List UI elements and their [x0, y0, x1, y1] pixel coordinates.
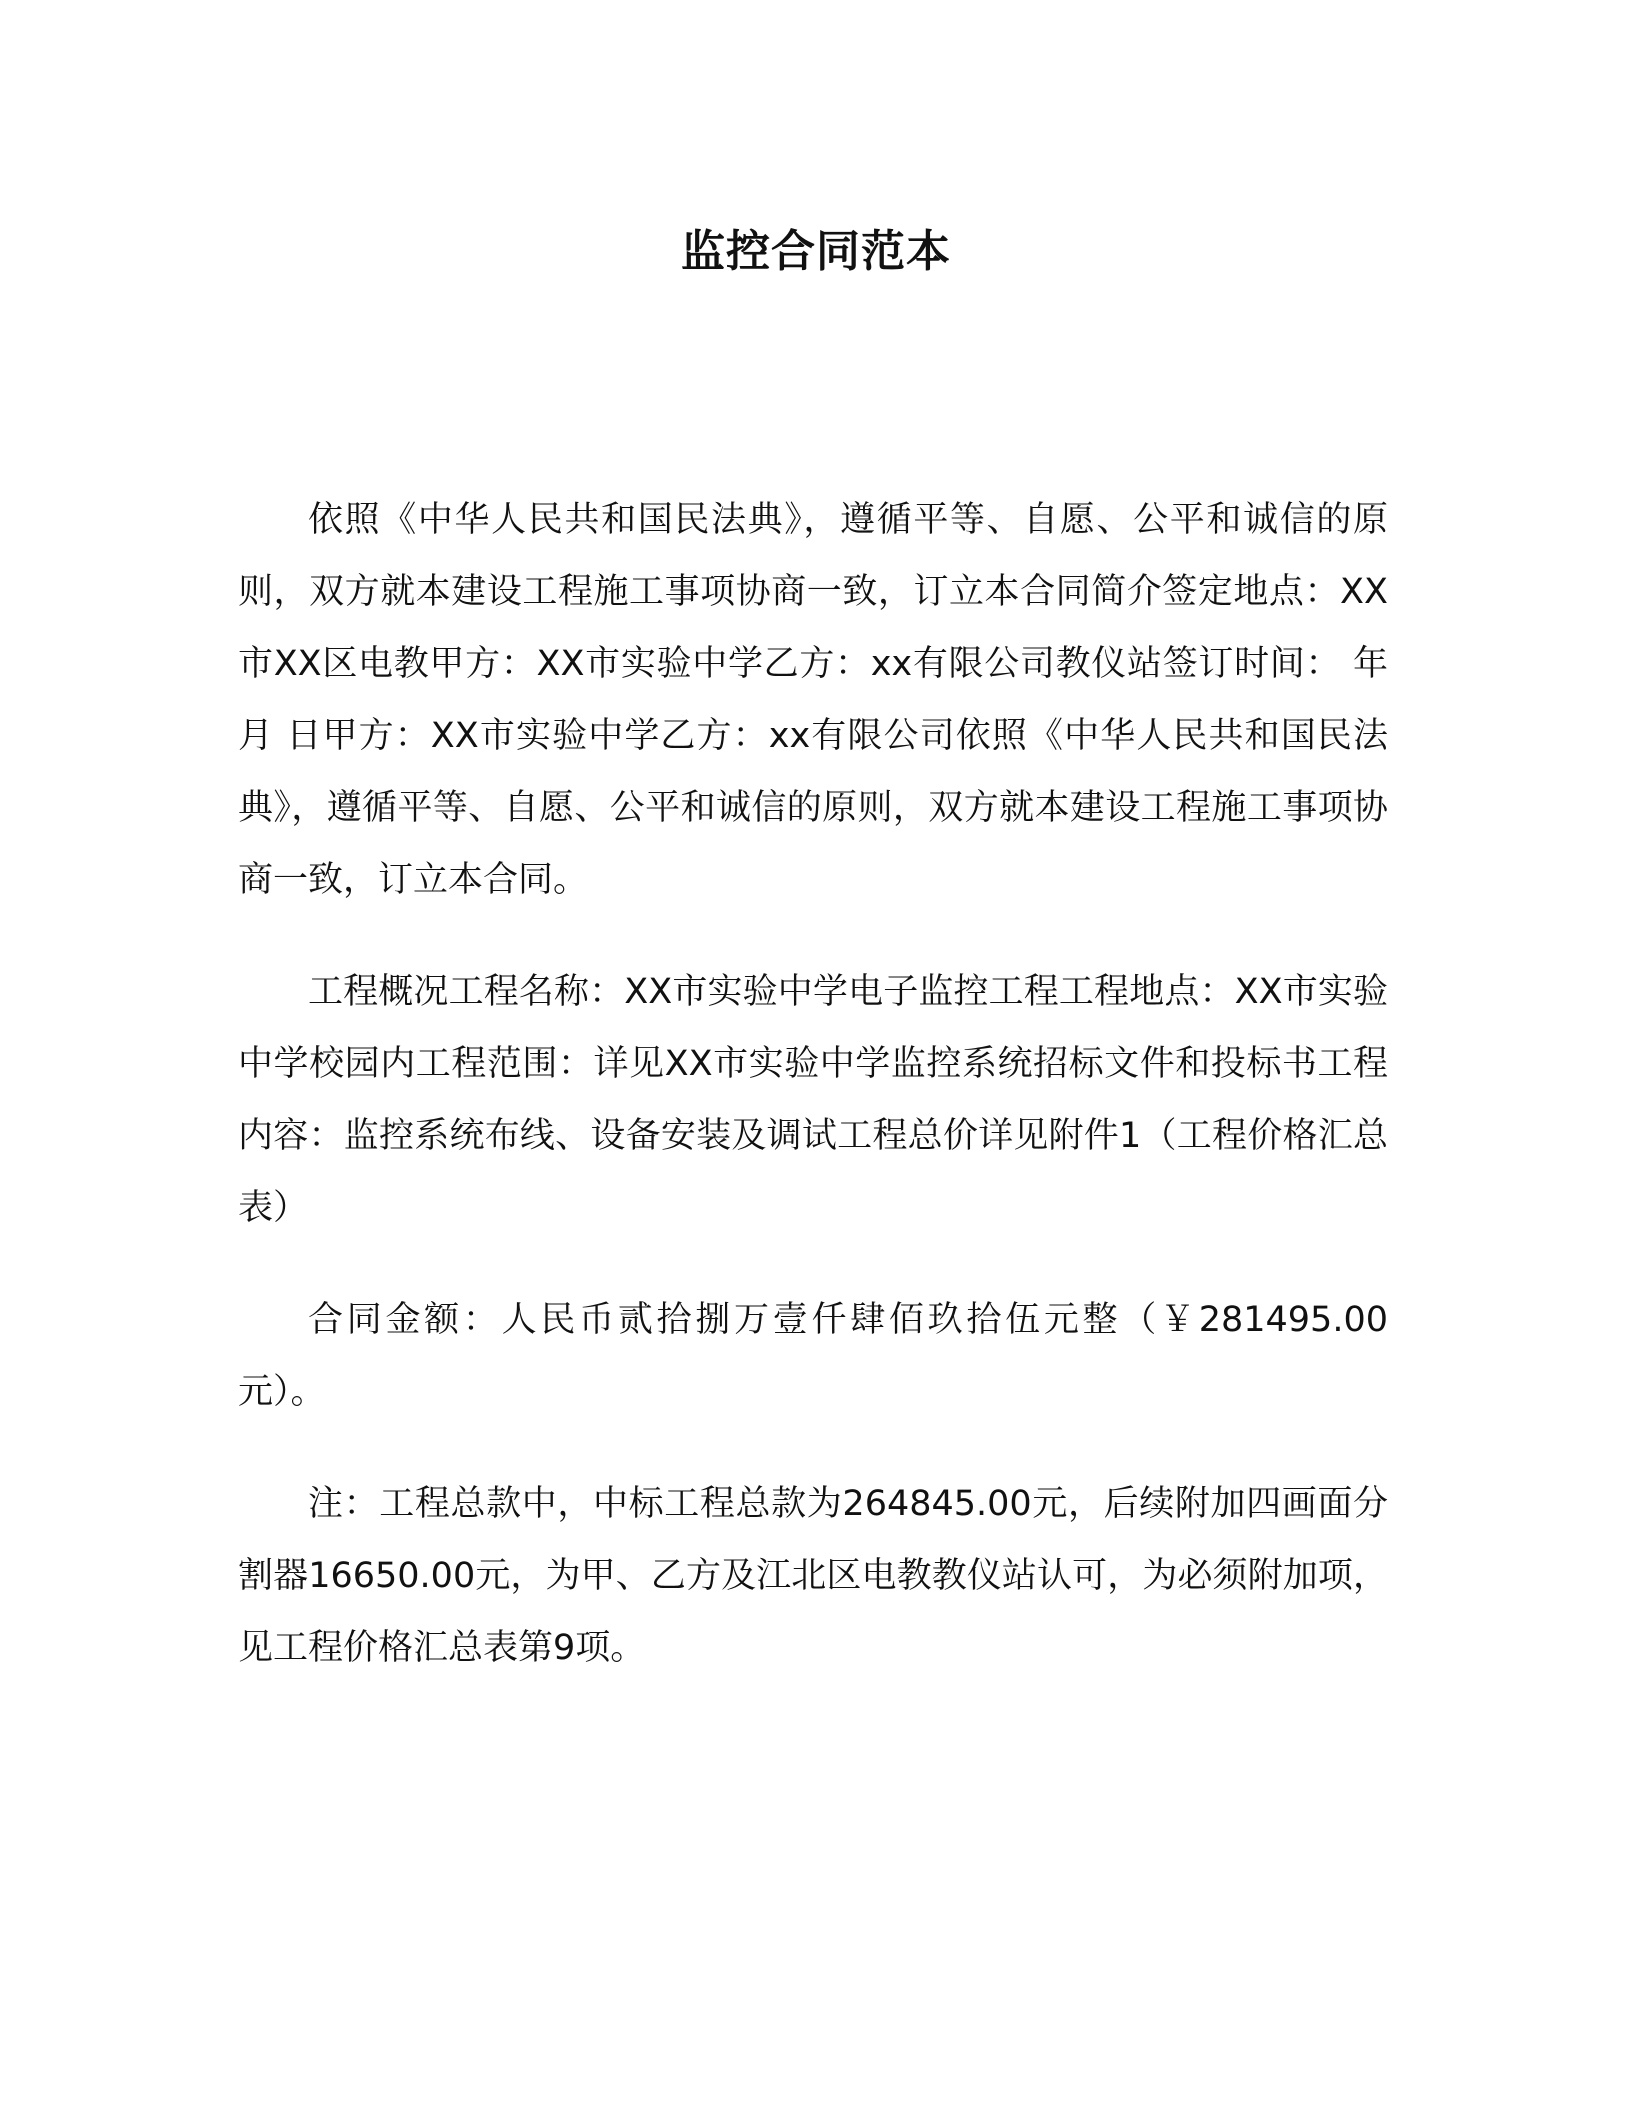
document-title: 监控合同范本	[681, 226, 951, 277]
document-body	[238, 484, 1388, 1724]
paragraph-contract-amount: 合同金额：人民币贰拾捌万壹仟肆佰玖拾伍元整（￥281495.00元）。	[238, 1300, 1388, 1412]
paragraph-note: 注：工程总款中，中标工程总款为264845.00元，后续附加四画面分割器16650.00元，为甲、乙方及江北区电教教仪站认可，为必须附加项，见工程价格汇总表第9项。	[238, 1484, 1388, 1668]
paragraph-project-overview: 工程概况工程名称：XX市实验中学电子监控工程工程地点：XX市实验中学校园内工程范围：详见XX市实验中学监控系统招标文件和投标书工程内容：监控系统布线、设备安装及调试工程总价详见附件1（工程价格汇总表）	[238, 972, 1388, 1228]
paragraph-intro: 依照《中华人民共和国民法典》，遵循平等、自愿、公平和诚信的原则，双方就本建设工程施工事项协商一致，订立本合同简介签定地点：XX市XX区电教甲方：XX市实验中学乙方：xx有限公司教仪站签订时间： 年 月 日甲方：XX市实验中学乙方：xx有限公司依照《中华人民共和国民法典》，遵循平等、自愿、公平和诚信的原则，双方就本建设工程施工事项协商一致，订立本合同。	[238, 500, 1388, 900]
